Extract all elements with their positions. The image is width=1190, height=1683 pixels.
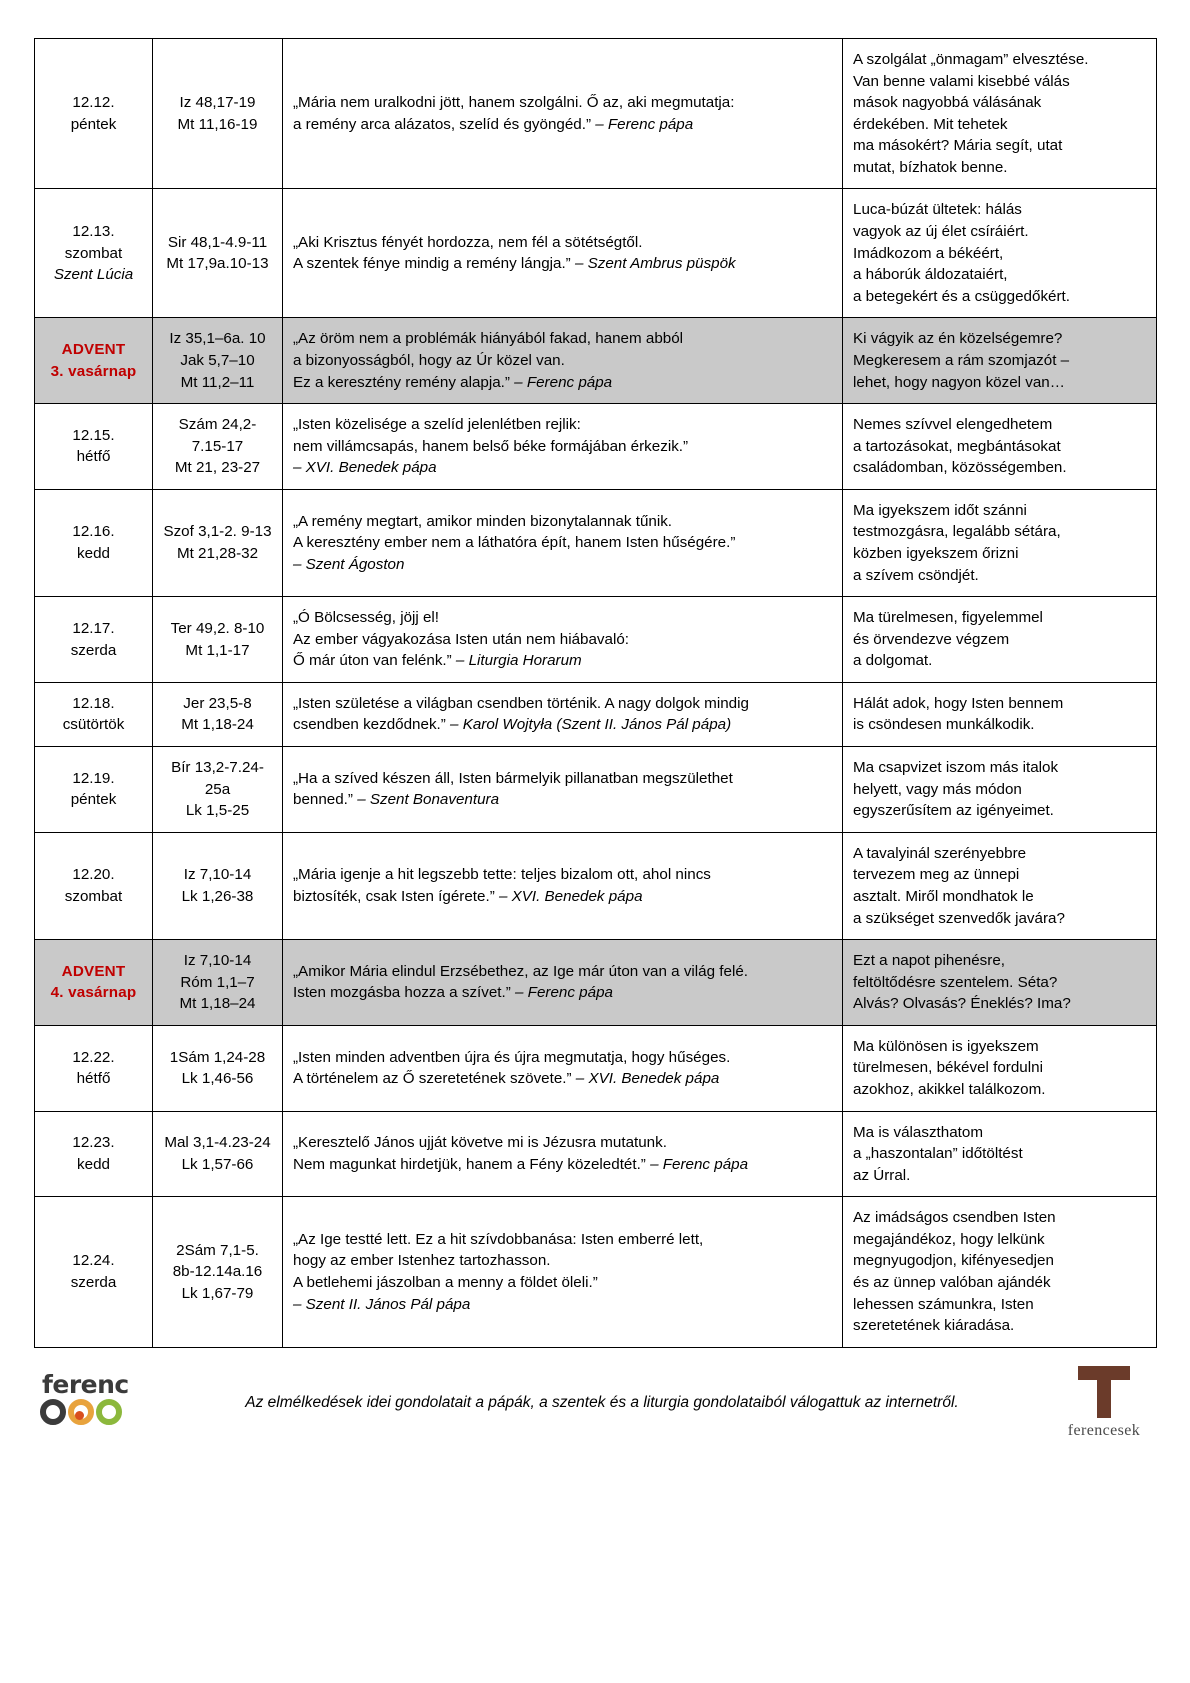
cell-date: [35, 39, 153, 189]
quote-line: „Mária nem uralkodni jött, hanem szolgálni. Ő az, aki megmutatja:: [293, 94, 735, 112]
cell-quote: [283, 682, 843, 746]
quote-line: a remény arca alázatos, szelíd és gyöngéd.” – Ferenc pápa: [293, 115, 694, 133]
quote-line: „Az öröm nem a problémák hiányából fakad, hanem abból: [293, 330, 684, 348]
note-line: testmozgásra, legalább sétára,: [853, 523, 1061, 541]
cell-date: [35, 1197, 153, 1347]
cell-quote: [283, 940, 843, 1026]
date-line: péntek: [70, 791, 117, 809]
cell-reflection-note: [843, 39, 1157, 189]
note-line: asztalt. Miről mondhatok le: [853, 887, 1034, 905]
quote-attribution: – Ferenc pápa: [595, 115, 694, 133]
date-line: szombat: [64, 887, 123, 905]
cell-quote: [283, 747, 843, 833]
reference-line: Jak 5,7–10: [180, 351, 255, 369]
advent-calendar-table: [34, 38, 1157, 1348]
cell-scripture-reference: [153, 940, 283, 1026]
note-line: Ma különösen is igyekszem: [853, 1037, 1039, 1055]
reference-line: Jer 23,5-8: [183, 694, 252, 712]
reference-line: Lk 1,26-38: [181, 887, 254, 905]
quote-line: a bizonyosságból, hogy az Úr közel van.: [293, 351, 565, 369]
quote-line: A szentek fénye mindig a remény lángja.” – Szent Ambrus püspök: [293, 255, 736, 273]
note-line: mások nagyobbá válásának: [853, 94, 1042, 112]
quote-line: Ő már úton van felénk.” – Liturgia Horarum: [293, 652, 582, 670]
quote-line: „Aki Krisztus fényét hordozza, nem fél a sötétségtől.: [293, 233, 643, 251]
quote-attribution: – Ferenc pápa: [515, 984, 613, 1002]
cell-date: [35, 318, 153, 404]
reference-line: Mt 1,1-17: [185, 641, 250, 659]
reference-line: Mt 1,18-24: [181, 716, 254, 734]
note-line: azokhoz, akikkel találkozom.: [853, 1080, 1046, 1098]
quote-attribution: – Liturgia Horarum: [455, 652, 582, 670]
quote-attribution: – XVI. Benedek pápa: [498, 887, 643, 905]
cell-reflection-note: [843, 940, 1157, 1026]
reference-line: Mt 11,2–11: [180, 373, 255, 391]
note-line: is csöndesen munkálkodik.: [853, 716, 1035, 734]
note-line: lehessen számunkra, Isten: [853, 1295, 1034, 1313]
table-row: [35, 1025, 1157, 1111]
quote-attribution: – Szent Bonaventura: [357, 791, 500, 809]
date-line: 12.22.: [72, 1048, 115, 1066]
cell-quote: [283, 832, 843, 939]
reference-line: Iz 48,17-19: [179, 94, 256, 112]
quote-line: „Amikor Mária elindul Erzsébethez, az Ige már úton van a világ felé.: [293, 962, 748, 980]
reference-line: Iz 7,10-14: [183, 952, 252, 970]
reference-line: Mt 11,16-19: [177, 115, 258, 133]
quote-line: benned.” – Szent Bonaventura: [293, 791, 500, 809]
reference-line: Lk 1,67-79: [181, 1284, 254, 1302]
note-line: szeretetének kiáradása.: [853, 1317, 1015, 1335]
reference-line: Mt 21,28-32: [176, 544, 259, 562]
note-line: megnyugodjon, kifényesedjen: [853, 1252, 1054, 1270]
reference-line: Róm 1,1–7: [180, 973, 255, 991]
quote-attribution: – Ferenc pápa: [514, 373, 613, 391]
quote-line: „Mária igenje a hit legszebb tette: teljes bizalom ott, ahol nincs: [293, 866, 711, 884]
note-line: Van benne valami kisebbé válás: [853, 72, 1070, 90]
date-line: 12.18.: [72, 694, 115, 712]
note-line: helyett, vagy más módon: [853, 780, 1022, 798]
cell-scripture-reference: [153, 404, 283, 490]
reference-line: Ter 49,2. 8-10: [170, 619, 265, 637]
quote-line: „Ó Bölcsesség, jöjj el!: [293, 609, 440, 627]
quote-line: hogy az ember Istenhez tartozhasson.: [293, 1252, 551, 1270]
cell-date: [35, 1111, 153, 1197]
date-line: 12.13.: [72, 223, 115, 241]
note-line: Alvás? Olvasás? Éneklés? Ima?: [853, 995, 1071, 1013]
table-row: [35, 682, 1157, 746]
date-line: 12.17.: [72, 619, 115, 637]
table-row: [35, 189, 1157, 318]
table-row: [35, 39, 1157, 189]
cell-quote: [283, 1111, 843, 1197]
reference-line: Mt 21, 23-27: [174, 459, 261, 477]
note-line: az Úrral.: [853, 1166, 911, 1184]
date-line: péntek: [70, 115, 117, 133]
logo-ring-eight-icon: [40, 1399, 66, 1425]
reference-line: 1Sám 1,24-28: [169, 1048, 266, 1066]
cell-date: [35, 1025, 153, 1111]
table-body: [35, 39, 1157, 1348]
cell-date: [35, 832, 153, 939]
cell-date: [35, 747, 153, 833]
cell-quote: [283, 489, 843, 596]
note-line: Ki vágyik az én közelségemre?: [853, 330, 1063, 348]
cell-reflection-note: [843, 597, 1157, 683]
date-line: hétfő: [76, 1070, 111, 1088]
date-line: 12.12.: [72, 94, 115, 112]
note-line: türelmesen, békével fordulni: [853, 1059, 1043, 1077]
table-row: [35, 1111, 1157, 1197]
cell-date: [35, 682, 153, 746]
table-row: [35, 597, 1157, 683]
quote-line: Ez a keresztény remény alapja.” – Ferenc pápa: [293, 373, 613, 391]
reference-line: Lk 1,46-56: [181, 1070, 254, 1088]
date-line: szombat: [64, 244, 123, 262]
note-line: a betegekért és a csüggedőkért.: [853, 287, 1070, 305]
date-line: 12.15.: [72, 426, 115, 444]
cell-reflection-note: [843, 682, 1157, 746]
cell-reflection-note: [843, 1197, 1157, 1347]
date-line: ADVENT: [61, 962, 126, 980]
quote-line: A keresztény ember nem a láthatóra épít, hanem Isten hűségére.”: [293, 534, 736, 552]
note-line: a szükséget szenvedők javára?: [853, 909, 1065, 927]
cell-date: [35, 489, 153, 596]
reference-line: Sir 48,1-4.9-11: [167, 233, 268, 251]
cell-scripture-reference: [153, 747, 283, 833]
reference-line: Lk 1,5-25: [185, 802, 250, 820]
reference-line: Iz 7,10-14: [183, 866, 252, 884]
ferenc800-logo: [34, 1366, 152, 1440]
date-saint-name: Szent Lúcia: [53, 266, 134, 284]
quote-line: A betlehemi jászolban a menny a földet öleli.”: [293, 1274, 598, 1292]
note-line: vagyok az új élet csíráiért.: [853, 223, 1029, 241]
quote-attribution: – XVI. Benedek pápa: [575, 1070, 720, 1088]
quote-line: „Isten közelisége a szelíd jelenlétben rejlik:: [293, 416, 581, 434]
cell-reflection-note: [843, 189, 1157, 318]
note-line: A szolgálat „önmagam” elvesztése.: [853, 51, 1089, 68]
quote-line: „Keresztelő János ujját követve mi is Jézusra mutatunk.: [293, 1134, 667, 1152]
quote-line: Az ember vágyakozása Isten után nem hiábavaló:: [293, 630, 630, 648]
cell-scripture-reference: [153, 1025, 283, 1111]
quote-attribution: – Szent Ambrus püspök: [574, 255, 736, 273]
cell-scripture-reference: [153, 318, 283, 404]
ferencesek-logo: [1052, 1366, 1156, 1440]
note-line: a tartozásokat, megbántásokat: [853, 437, 1061, 455]
quote-line: nem villámcsapás, hanem belső béke formájában érkezik.”: [293, 437, 689, 455]
table-row: [35, 940, 1157, 1026]
cell-reflection-note: [843, 489, 1157, 596]
cell-date: [35, 940, 153, 1026]
date-line: csütörtök: [62, 716, 125, 734]
quote-line: csendben kezdődnek.” – Karol Wojtyła (Szent II. János Pál pápa): [293, 716, 732, 734]
note-line: Imádkozom a békéért,: [853, 244, 1004, 262]
ferenc800-logo-word: ferenc: [42, 1369, 129, 1399]
quote-line: A történelem az Ő szeretetének szövete.” – XVI. Benedek pápa: [293, 1070, 720, 1088]
quote-line: [293, 457, 832, 479]
date-line: 12.16.: [72, 523, 115, 541]
footer-note: Az elmélkedések idei gondolatait a pápák, a szentek és a liturgia gondolataiból válogattuk az internetről.: [245, 1393, 959, 1411]
cell-scripture-reference: [153, 1197, 283, 1347]
date-line: 12.19.: [72, 769, 115, 787]
note-line: Ma igyekszem időt szánni: [853, 501, 1027, 519]
cell-reflection-note: [843, 318, 1157, 404]
quote-attribution: – XVI. Benedek pápa: [293, 459, 437, 477]
cell-scripture-reference: [153, 682, 283, 746]
cell-scripture-reference: [153, 1111, 283, 1197]
quote-line: „Az Ige testté lett. Ez a hit szívdobbanása: Isten emberré lett,: [293, 1230, 704, 1248]
cell-reflection-note: [843, 404, 1157, 490]
note-line: Ma csapvizet iszom más italok: [853, 759, 1059, 777]
note-line: családomban, közösségemben.: [853, 459, 1067, 477]
note-line: és az ünnep valóban ajándék: [853, 1274, 1051, 1292]
logo-ring-zero-2-icon: [96, 1399, 122, 1425]
cell-scripture-reference: [153, 832, 283, 939]
quote-line: [293, 554, 832, 576]
table-row: [35, 489, 1157, 596]
note-line: és örvendezve végzem: [853, 630, 1010, 648]
quote-line: „Isten minden adventben újra és újra megmutatja, hogy hűséges.: [293, 1048, 731, 1066]
cell-date: [35, 189, 153, 318]
date-line: hétfő: [76, 448, 111, 466]
quote-attribution: – Karol Wojtyła (Szent II. János Pál pápa): [450, 716, 732, 734]
cell-quote: [283, 39, 843, 189]
cell-date: [35, 597, 153, 683]
quote-line: „Isten születése a világban csendben történik. A nagy dolgok mindig: [293, 694, 749, 712]
reference-line: Bír 13,2-7.24-25a: [171, 759, 264, 798]
reference-line: Iz 35,1–6a. 10: [169, 330, 266, 348]
note-line: Ezt a napot pihenésre,: [853, 952, 1005, 970]
cell-reflection-note: [843, 832, 1157, 939]
quote-attribution: – Szent II. János Pál pápa: [293, 1295, 471, 1313]
note-line: Az imádságos csendben Isten: [853, 1209, 1056, 1227]
note-line: érdekében. Mit tehetek: [853, 115, 1008, 133]
cell-quote: [283, 404, 843, 490]
table-row: [35, 832, 1157, 939]
cell-reflection-note: [843, 747, 1157, 833]
cell-quote: [283, 1025, 843, 1111]
note-line: A tavalyinál szerényebbre: [853, 844, 1027, 862]
date-line: ADVENT: [61, 341, 126, 359]
note-line: Nemes szívvel elengedhetem: [853, 416, 1053, 434]
cell-scripture-reference: [153, 189, 283, 318]
cell-reflection-note: [843, 1111, 1157, 1197]
quote-line: „A remény megtart, amikor minden bizonytalannak tűnik.: [293, 512, 673, 530]
date-line: 4. vasárnap: [50, 984, 137, 1002]
quote-attribution: – Szent Ágoston: [293, 555, 405, 573]
note-line: Ma türelmesen, figyelemmel: [853, 609, 1043, 627]
table-row: [35, 1197, 1157, 1347]
quote-line: biztosíték, csak Isten ígérete.” – XVI. Benedek pápa: [293, 887, 643, 905]
note-line: feltöltődésre szentelem. Séta?: [853, 973, 1058, 991]
ferencesek-logo-caption: ferencesek: [1067, 1421, 1141, 1439]
reference-line: 8b-12.14a.16: [172, 1263, 263, 1281]
date-line: 12.24.: [72, 1252, 115, 1270]
reference-line: Lk 1,57-66: [181, 1155, 254, 1173]
cell-quote: [283, 597, 843, 683]
cell-quote: [283, 189, 843, 318]
note-line: Megkeresem a rám szomjazót –: [853, 351, 1070, 369]
date-line: kedd: [77, 1155, 110, 1173]
quote-line: Isten mozgásba hozza a szívet.” – Ferenc pápa: [293, 984, 613, 1002]
note-line: tervezem meg az ünnepi: [853, 866, 1020, 884]
page-footer: [34, 1366, 1156, 1440]
date-line: 12.20.: [72, 866, 115, 884]
note-line: lehet, hogy nagyon közel van…: [853, 373, 1065, 391]
note-line: megajándékoz, hogy lelkünk: [853, 1230, 1045, 1248]
tau-cross-icon: [1078, 1366, 1130, 1418]
date-line: szerda: [70, 641, 117, 659]
date-line: kedd: [77, 544, 110, 562]
cell-scripture-reference: [153, 489, 283, 596]
cell-scripture-reference: [153, 597, 283, 683]
note-line: Hálát adok, hogy Isten bennem: [853, 694, 1064, 712]
cell-quote: [283, 1197, 843, 1347]
reference-line: Mal 3,1-4.23-24: [164, 1134, 271, 1152]
cell-scripture-reference: [153, 39, 283, 189]
reference-line: Mt 17,9a.10-13: [166, 255, 269, 273]
logo-dot-icon: [75, 1411, 84, 1420]
cell-reflection-note: [843, 1025, 1157, 1111]
note-line: mutat, bízhatok benne.: [853, 158, 1008, 176]
date-line: 12.23.: [72, 1134, 115, 1152]
table-row: [35, 318, 1157, 404]
date-line: szerda: [70, 1274, 117, 1292]
note-line: a dolgomat.: [853, 652, 933, 670]
cell-date: [35, 404, 153, 490]
date-line: 3. vasárnap: [50, 362, 137, 380]
reference-line: 2Sám 7,1-5.: [176, 1241, 259, 1259]
note-line: egyszerűsítem az igényeimet.: [853, 802, 1054, 820]
quote-attribution: – Ferenc pápa: [650, 1155, 749, 1173]
reference-line: Szám 24,2-7.15-17: [178, 416, 257, 455]
note-line: a szívem csöndjét.: [853, 566, 979, 584]
reference-line: Szof 3,1-2. 9-13: [163, 523, 272, 541]
note-line: a háborúk áldozataiért,: [853, 266, 1008, 284]
cell-quote: [283, 318, 843, 404]
table-row: [35, 404, 1157, 490]
note-line: ma másokért? Mária segít, utat: [853, 137, 1063, 155]
note-line: Luca-búzát ültetek: hálás: [853, 201, 1022, 219]
reference-line: Mt 1,18–24: [179, 995, 256, 1013]
note-line: közben igyekszem őrizni: [853, 544, 1019, 562]
quote-line: [293, 1294, 832, 1316]
quote-line: Nem magunkat hirdetjük, hanem a Fény közeledtét.” – Ferenc pápa: [293, 1155, 749, 1173]
quote-line: „Ha a szíved készen áll, Isten bármelyik pillanatban megszülethet: [293, 769, 733, 787]
note-line: a „haszontalan” időtöltést: [853, 1145, 1023, 1163]
table-row: [35, 747, 1157, 833]
note-line: Ma is választhatom: [853, 1123, 983, 1141]
